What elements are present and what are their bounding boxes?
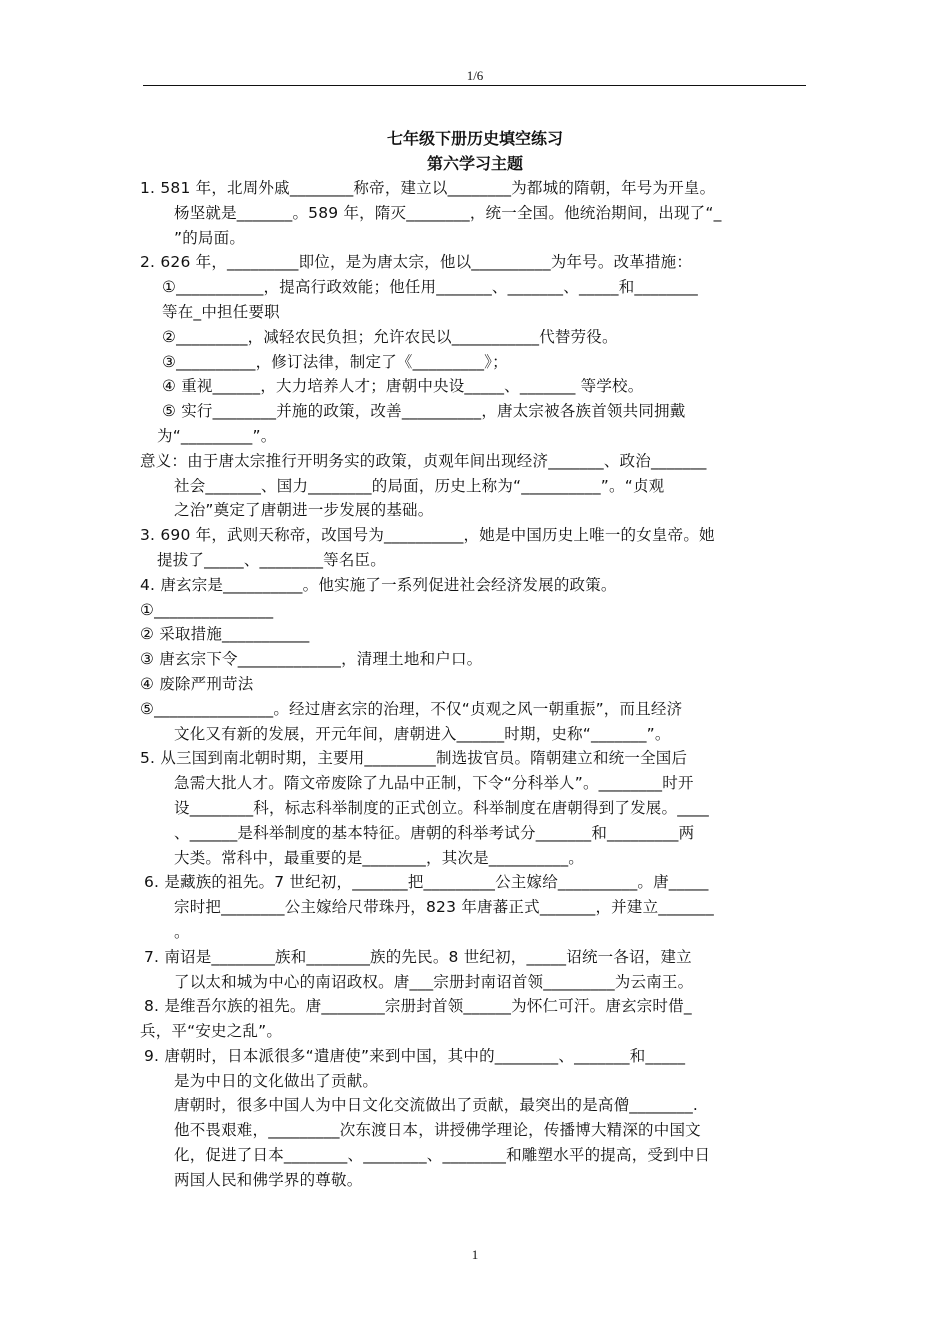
header-rule: [143, 85, 806, 86]
exercise-line: 2. 626 年，_________即位，是为唐太宗，他以__________为年号。改革措施：: [140, 253, 693, 272]
exercise-line: 意义：由于唐太宗推行开明务实的政策，贞观年间出现经济_______、政治_______: [140, 451, 707, 470]
exercise-line: ②_________，减轻农民负担；允许农民以___________代替劳役。: [162, 327, 618, 346]
document-subtitle: 第六学习主题: [426, 154, 523, 173]
exercise-line: 为“_________”。: [157, 426, 277, 445]
exercise-line: 1. 581 年，北周外戚________称帝，建立以________为都城的隋朝，年号为开皇。: [140, 179, 716, 197]
exercise-line: 杨坚就是_______。589 年，隋灭________，统一全国。他统治期间，出现了“_: [174, 203, 722, 222]
exercise-line: 他不畏艰难，_________次东渡日本，讲授佛学理论，传播博大精深的中国文: [174, 1121, 701, 1140]
exercise-line: 7. 南诏是________族和________族的先民。8 世纪初，_____诏统一各诏，建立: [144, 947, 692, 966]
exercise-line: 兵，平“安史之乱”。: [140, 1022, 283, 1041]
exercise-line: ①_______________: [140, 600, 274, 619]
exercise-line: 5. 从三国到南北朝时期，主要用_________制选拔官员。隋朝建立和统一全国后: [140, 749, 688, 768]
exercise-line: 文化又有新的发展，开元年间，唐朝进入______时期，史称“_______”。: [174, 724, 671, 743]
exercise-line: ⑤ 实行________并施的政策，改善__________，唐太宗被各族首领共同拥戴: [162, 402, 686, 421]
exercise-line: 是为中日的文化做出了贡献。: [174, 1071, 379, 1090]
exercise-line: 急需大批人才。隋文帝废除了九品中正制，下令“分科举人”。________时开: [174, 774, 694, 793]
exercise-line: 4. 唐玄宗是__________。他实施了一系列促进社会经济发展的政策。: [140, 575, 617, 594]
page-indicator: 1/6: [466, 68, 484, 83]
exercise-line: ④ 重视______，大力培养人才；唐朝中央设_____、_______ 等学校。: [162, 377, 644, 396]
exercise-line: 9. 唐朝时，日本派很多“遣唐使”来到中国，其中的________、_______和_____: [144, 1046, 686, 1065]
exercise-line: 宗时把________公主嫁给尺带珠丹，823 年唐蕃正式_______，并建立_______: [174, 898, 714, 917]
exercise-line: 等在_中担任要职: [162, 302, 280, 321]
exercise-line: ⑤_______________。经过唐玄宗的治理，不仅“贞观之风一朝重振”，而且经济: [140, 699, 683, 718]
exercise-body: [140, 176, 808, 1193]
exercise-line: 社会_______、国力________的局面，历史上称为“__________”。“贞观: [174, 476, 665, 495]
exercise-line: 8. 是维吾尔族的祖先。唐________宗册封首领______为怀仁可汗。唐玄宗时借_: [144, 997, 692, 1016]
exercise-line: 了以太和城为中心的南诏政权。唐___宗册封南诏首领_________为云南王。: [174, 972, 694, 991]
exercise-line: ④ 废除严刑苛法: [140, 674, 254, 693]
exercise-line: ③__________，修订法律，制定了《_________》；: [162, 352, 508, 371]
exercise-line: 3. 690 年，武则天称帝，改国号为__________，她是中国历史上唯一的女皇帝。她: [140, 526, 715, 545]
exercise-line: 唐朝时，很多中国人为中日文化交流做出了贡献，最突出的是高僧________.: [174, 1096, 699, 1115]
exercise-line: ③ 唐玄宗下令_____________，清理土地和户口。: [140, 650, 483, 669]
exercise-line: ② 采取措施___________: [140, 625, 310, 644]
exercise-line: 之治”奠定了唐朝进一步发展的基础。: [174, 501, 434, 520]
exercise-line: 。: [174, 922, 190, 941]
exercise-line: 、______是科举制度的基本特征。唐朝的科举考试分_______和_________两: [174, 823, 695, 842]
exercise-line: 化，促进了日本________、________、________和雕塑水平的提高，受到中日: [174, 1146, 711, 1165]
exercise-line: 提拔了_____、________等名臣。: [157, 550, 386, 569]
page-number: 1: [471, 1247, 479, 1262]
exercise-line: 大类。常科中，最重要的是________，其次是__________。: [174, 848, 585, 867]
exercise-line: 两国人民和佛学界的尊敬。: [174, 1170, 363, 1189]
exercise-line: 6. 是藏族的祖先。7 世纪初，_______把_________公主嫁给__________。唐_____: [144, 873, 709, 892]
exercise-line: ”的局面。: [174, 228, 246, 247]
document-title: 七年级下册历史填空练习: [386, 129, 563, 148]
exercise-line: 设________科，标志科举制度的正式创立。科举制度在唐朝得到了发展。____: [174, 798, 710, 817]
exercise-line: ①___________，提高行政效能；他任用_______、_______、_____和________: [162, 278, 698, 297]
